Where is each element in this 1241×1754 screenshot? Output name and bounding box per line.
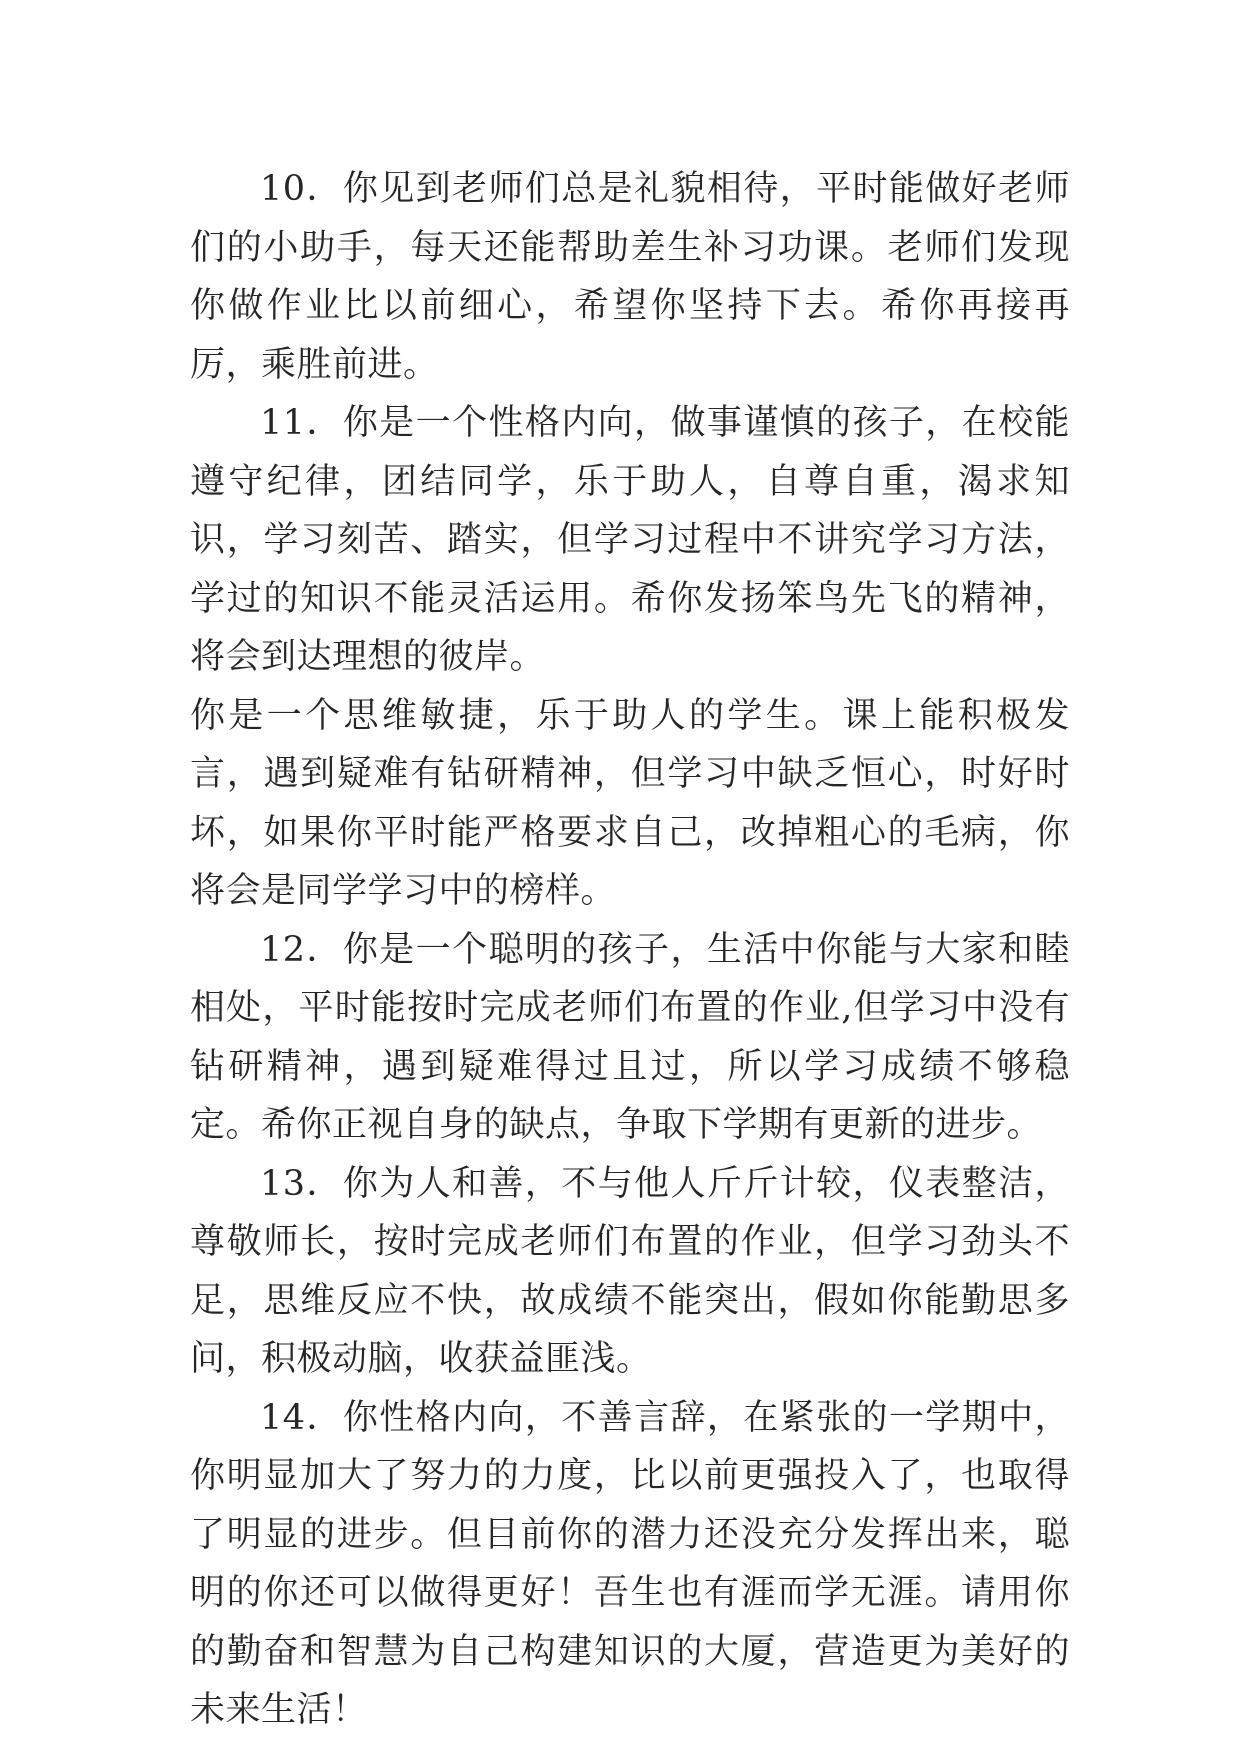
- comment-paragraph-10: 10．你见到老师们总是礼貌相待，平时能做好老师们的小助手，每天还能帮助差生补习功课。老师们发现你做作业比以前细心，希望你坚持下去。希你再接再厉，乘胜前进。: [190, 169, 1070, 385]
- document-body: [190, 160, 1070, 1740]
- comment-paragraph-11: 11．你是一个性格内向，做事谨慎的孩子，在校能遵守纪律，团结同学，乐于助人，自尊自重，渴求知识，学习刻苦、踏实，但学习过程中不讲究学习方法，学过的知识不能灵活运用。希你发扬笨鸟先飞的精神，将会到达理想的彼岸。: [190, 403, 1070, 677]
- comment-paragraph-12: 12．你是一个聪明的孩子，生活中你能与大家和睦相处，平时能按时完成老师们布置的作业,但学习中没有钻研精神，遇到疑难得过且过，所以学习成绩不够稳定。希你正视自身的缺点，争取下学期有更新的进步。: [190, 929, 1070, 1145]
- comment-paragraph-11-continued: 你是一个思维敏捷，乐于助人的学生。课上能积极发言，遇到疑难有钻研精神，但学习中缺乏恒心，时好时坏，如果你平时能严格要求自己，改掉粗心的毛病，你将会是同学学习中的榜样。: [190, 695, 1070, 911]
- comment-paragraph-14: 14．你性格内向，不善言辞，在紧张的一学期中，你明显加大了努力的力度，比以前更强投入了，也取得了明显的进步。但目前你的潜力还没充分发挥出来，聪明的你还可以做得更好！吾生也有涯而学无涯。请用你的勤奋和智慧为自己构建知识的大厦，营造更为美好的未来生活！: [190, 1397, 1070, 1730]
- comment-paragraph-13: 13．你为人和善，不与他人斤斤计较，仪表整洁，尊敬师长，按时完成老师们布置的作业，但学习劲头不足，思维反应不快，故成绩不能突出，假如你能勤思多问，积极动脑，收获益匪浅。: [190, 1163, 1070, 1379]
